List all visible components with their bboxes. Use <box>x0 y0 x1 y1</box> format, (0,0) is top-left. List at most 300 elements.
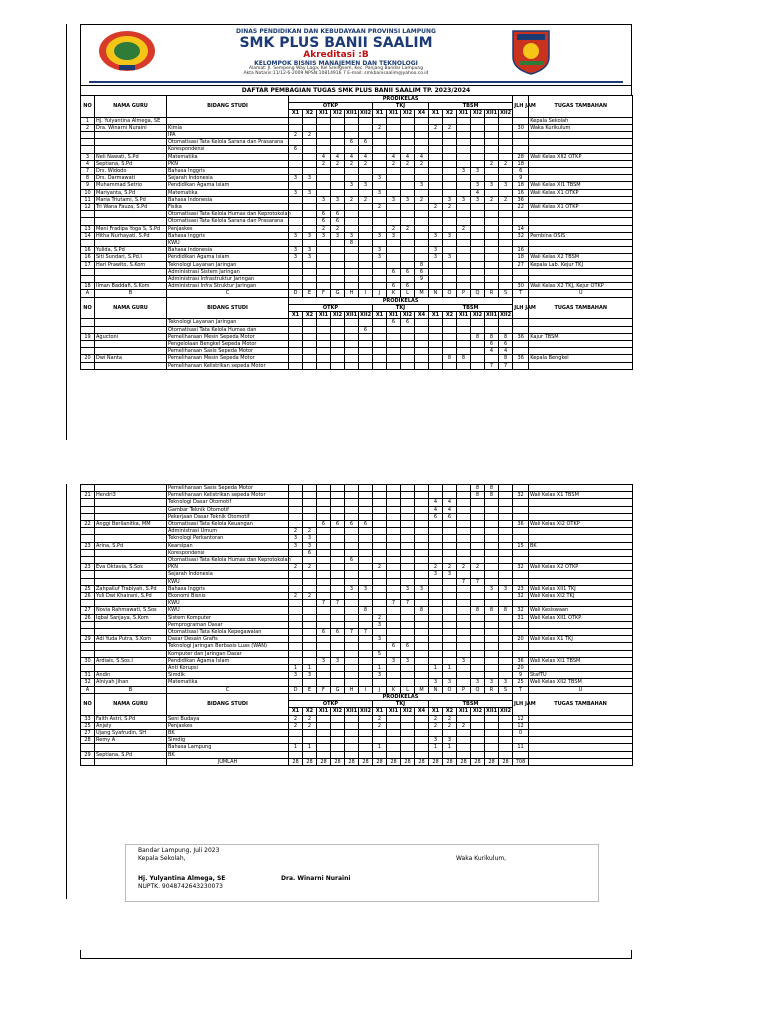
hours-cell <box>401 254 415 261</box>
column-letter: U <box>529 686 633 693</box>
hours-cell <box>401 276 415 283</box>
hours-cell <box>303 204 317 211</box>
total-hours: 32 <box>513 492 529 499</box>
hours-cell <box>345 333 359 340</box>
hours-cell <box>387 751 401 758</box>
column-letter: I <box>359 290 373 297</box>
hours-cell <box>331 117 345 124</box>
hours-cell <box>429 117 443 124</box>
hours-cell <box>415 614 429 621</box>
total-hours: 32 <box>513 607 529 614</box>
col-tkj: TKJ <box>373 304 429 311</box>
extra-duty <box>529 650 633 657</box>
total-hours <box>513 340 529 347</box>
hours-cell <box>401 355 415 362</box>
subject: KWU <box>167 578 289 585</box>
subject: Korespondensi <box>167 549 289 556</box>
row-no: 8 <box>81 175 95 182</box>
hours-cell <box>499 737 513 744</box>
table-row <box>81 672 633 679</box>
hours-cell <box>457 542 471 549</box>
extra-duty <box>529 506 633 513</box>
hours-cell: 3 <box>303 175 317 182</box>
hours-cell <box>443 333 457 340</box>
col-sub: X2 <box>303 110 317 117</box>
hours-cell <box>485 153 499 160</box>
hours-cell: 6 <box>345 139 359 146</box>
row-no: 29 <box>81 751 95 758</box>
hours-cell: 1 <box>289 665 303 672</box>
hours-cell <box>457 261 471 268</box>
extra-duty <box>529 485 633 492</box>
table-row <box>81 621 633 628</box>
table-row <box>81 571 633 578</box>
total-hours: 9 <box>513 672 529 679</box>
hours-cell <box>415 254 429 261</box>
hours-cell <box>457 506 471 513</box>
table-row <box>81 168 633 175</box>
hours-cell <box>317 557 331 564</box>
hours-cell <box>443 557 457 564</box>
table-row <box>81 153 633 160</box>
table-row <box>81 326 633 333</box>
hours-cell <box>485 722 499 729</box>
teacher-name: Yulida, S.Pd <box>95 247 167 254</box>
subject: Pemeliharaan Sasis Sepeda Motor <box>167 485 289 492</box>
row-no: 19 <box>81 333 95 340</box>
hours-cell <box>499 492 513 499</box>
hours-cell: 2 <box>303 528 317 535</box>
hours-cell <box>457 557 471 564</box>
row-no: 4 <box>81 160 95 167</box>
hours-cell: 2 <box>387 160 401 167</box>
total-hours: 9 <box>513 175 529 182</box>
col-sub: XI1 <box>387 110 401 117</box>
hours-cell <box>373 657 387 664</box>
hours-cell <box>331 679 345 686</box>
hours-cell <box>429 621 443 628</box>
hours-cell <box>359 276 373 283</box>
col-sub: XI1 <box>457 708 471 715</box>
subject: Teknologi Layanan Jaringan <box>167 261 289 268</box>
hours-cell <box>317 737 331 744</box>
total-cell: 28 <box>401 758 415 765</box>
hours-cell <box>289 650 303 657</box>
hours-cell <box>443 225 457 232</box>
dinas-title: DINAS PENDIDIKAN DAN KEBUDAYAAN PROVINSI LAMPUNG <box>236 28 436 35</box>
hours-cell <box>359 557 373 564</box>
hours-cell <box>471 240 485 247</box>
hours-cell <box>359 240 373 247</box>
hours-cell <box>457 276 471 283</box>
col-tbsm: TBSM <box>429 701 513 708</box>
hours-cell <box>303 629 317 636</box>
total-hours <box>513 513 529 520</box>
hours-cell: 3 <box>303 189 317 196</box>
hours-cell <box>401 362 415 369</box>
hours-cell <box>415 189 429 196</box>
hours-cell: 3 <box>415 585 429 592</box>
hours-cell <box>457 614 471 621</box>
teacher-name: Maria Triutami, S.Pd <box>95 196 167 203</box>
hours-cell: 3 <box>345 585 359 592</box>
hours-cell <box>443 189 457 196</box>
total-hours <box>513 578 529 585</box>
hours-cell <box>345 657 359 664</box>
hours-cell <box>345 506 359 513</box>
hours-cell <box>345 636 359 643</box>
hours-cell: 1 <box>429 665 443 672</box>
hours-cell <box>317 751 331 758</box>
hours-cell <box>457 254 471 261</box>
teacher-name <box>95 319 167 326</box>
hours-cell <box>359 232 373 239</box>
hours-cell <box>499 571 513 578</box>
subject <box>167 117 289 124</box>
hours-cell <box>415 715 429 722</box>
total-hours: 36 <box>513 333 529 340</box>
hours-cell <box>359 657 373 664</box>
subject: Pendidikan Agama Islam <box>167 182 289 189</box>
hours-cell <box>401 189 415 196</box>
total-cell: 28 <box>373 758 387 765</box>
hours-cell <box>317 715 331 722</box>
table-row <box>81 340 633 347</box>
hours-cell: 2 <box>303 722 317 729</box>
hours-cell: 1 <box>373 665 387 672</box>
hours-cell <box>443 636 457 643</box>
teacher-name <box>95 643 167 650</box>
hours-cell <box>317 585 331 592</box>
hours-cell: 2 <box>443 564 457 571</box>
column-letter: B <box>95 290 167 297</box>
hours-cell <box>401 240 415 247</box>
hours-cell <box>289 196 303 203</box>
hours-cell <box>317 744 331 751</box>
column-letter: E <box>303 686 317 693</box>
hours-cell <box>415 348 429 355</box>
hours-cell: 6 <box>401 283 415 290</box>
col-sub: XI2 <box>471 708 485 715</box>
table-row <box>81 333 633 340</box>
total-hours <box>513 557 529 564</box>
hours-cell <box>457 160 471 167</box>
hours-cell <box>289 614 303 621</box>
hours-cell <box>499 117 513 124</box>
hours-cell <box>457 132 471 139</box>
col-sub: X1 <box>373 708 387 715</box>
table-row <box>81 276 633 283</box>
hours-cell <box>429 355 443 362</box>
column-letter: T <box>513 686 529 693</box>
hours-cell <box>415 485 429 492</box>
hours-cell <box>331 189 345 196</box>
hours-cell <box>373 211 387 218</box>
hours-cell <box>457 240 471 247</box>
hours-cell <box>401 564 415 571</box>
hours-cell <box>429 672 443 679</box>
col-sub: X1 <box>289 312 303 319</box>
row-no: 10 <box>81 189 95 196</box>
hours-cell <box>373 326 387 333</box>
subject: Administrasi Umum <box>167 528 289 535</box>
hours-cell <box>457 175 471 182</box>
hours-cell <box>303 521 317 528</box>
hours-cell <box>303 146 317 153</box>
hours-cell <box>387 535 401 542</box>
row-no <box>81 485 95 492</box>
hours-cell <box>499 542 513 549</box>
hours-cell <box>289 578 303 585</box>
total-cell: 28 <box>499 758 513 765</box>
teacher-name: Yuli Dwi Khairani, S.Pd <box>95 593 167 600</box>
hours-cell <box>471 132 485 139</box>
hours-cell <box>471 117 485 124</box>
teacher-name: Aguctoni <box>95 333 167 340</box>
hours-cell: 2 <box>289 564 303 571</box>
teacher-name: Hari Prawito, S.Kom <box>95 261 167 268</box>
hours-cell <box>499 535 513 542</box>
column-letter: M <box>415 686 429 693</box>
hours-cell <box>303 326 317 333</box>
hours-cell: 8 <box>471 492 485 499</box>
hours-cell <box>499 276 513 283</box>
hours-cell: 3 <box>373 672 387 679</box>
hours-cell <box>289 240 303 247</box>
hours-cell <box>485 261 499 268</box>
hours-cell <box>373 153 387 160</box>
row-no <box>81 665 95 672</box>
extra-duty <box>529 578 633 585</box>
hours-cell <box>401 492 415 499</box>
hours-cell <box>443 175 457 182</box>
total-hours <box>513 506 529 513</box>
table-row <box>81 513 633 520</box>
hours-cell <box>415 744 429 751</box>
hours-cell <box>429 182 443 189</box>
hours-cell <box>345 665 359 672</box>
hours-cell <box>387 182 401 189</box>
hours-cell <box>303 492 317 499</box>
hours-cell <box>289 751 303 758</box>
hours-cell: 3 <box>303 247 317 254</box>
hours-cell <box>443 146 457 153</box>
hours-cell <box>485 657 499 664</box>
total-hours <box>513 326 529 333</box>
hours-cell <box>415 564 429 571</box>
hours-cell: 3 <box>429 679 443 686</box>
table-row <box>81 729 633 736</box>
subject: Penjaskes <box>167 722 289 729</box>
hours-cell <box>345 600 359 607</box>
hours-cell <box>429 362 443 369</box>
hours-cell <box>387 211 401 218</box>
hours-cell <box>415 499 429 506</box>
total-cell: 28 <box>289 758 303 765</box>
hours-cell <box>373 506 387 513</box>
hours-cell <box>457 362 471 369</box>
hours-cell <box>387 175 401 182</box>
hours-cell <box>485 665 499 672</box>
hours-cell <box>429 535 443 542</box>
hours-cell <box>331 578 345 585</box>
hours-cell <box>373 348 387 355</box>
hours-cell <box>443 340 457 347</box>
name-right: Dra. Winarni Nuraini <box>281 875 351 882</box>
subject: Sejarah Indonesia <box>167 175 289 182</box>
hours-cell: 2 <box>303 132 317 139</box>
extra-duty <box>529 160 633 167</box>
subject: Korespondensi <box>167 146 289 153</box>
hours-cell <box>499 672 513 679</box>
hours-cell <box>457 492 471 499</box>
hours-cell <box>485 189 499 196</box>
extra-duty: Wali Kelas XII2 OTKP <box>529 153 633 160</box>
total-hours <box>513 117 529 124</box>
hours-cell <box>317 729 331 736</box>
hours-cell <box>485 240 499 247</box>
hours-cell <box>387 254 401 261</box>
hours-cell: 8 <box>345 240 359 247</box>
table-row <box>81 593 633 600</box>
hours-cell <box>359 204 373 211</box>
row-no <box>81 139 95 146</box>
table-row <box>81 679 633 686</box>
extra-duty <box>529 218 633 225</box>
hours-cell <box>485 751 499 758</box>
total-hours: 0 <box>513 729 529 736</box>
total-hours: 22 <box>513 204 529 211</box>
address: Alamat: Jl. Sempeng Way Laga, Kel Srengsem, Kec. Panjang Bandar Lampung <box>248 66 424 72</box>
hours-cell <box>471 585 485 592</box>
subject: Pengelolaan Bengkel Sepeda Motor <box>167 340 289 347</box>
col-tkj: TKJ <box>373 701 429 708</box>
hours-cell <box>429 629 443 636</box>
hours-cell: 8 <box>499 607 513 614</box>
hours-cell <box>485 168 499 175</box>
total-hours: 27 <box>513 261 529 268</box>
hours-cell <box>401 175 415 182</box>
hours-cell <box>415 340 429 347</box>
total-cell: 28 <box>345 758 359 765</box>
hours-cell <box>485 643 499 650</box>
hours-cell <box>345 268 359 275</box>
hours-cell <box>457 585 471 592</box>
hours-cell: 2 <box>331 225 345 232</box>
hours-cell <box>359 319 373 326</box>
hours-cell <box>331 204 345 211</box>
total-hours: 12 <box>513 722 529 729</box>
column-letter: C <box>167 686 289 693</box>
hours-cell <box>387 549 401 556</box>
hours-cell <box>317 614 331 621</box>
hours-cell <box>387 139 401 146</box>
teacher-name: Arina, S.Pd <box>95 542 167 549</box>
hours-cell <box>471 276 485 283</box>
extra-duty: StafTU <box>529 672 633 679</box>
hours-cell <box>303 319 317 326</box>
column-letter: P <box>457 686 471 693</box>
table-row <box>81 348 633 355</box>
hours-cell <box>387 614 401 621</box>
hours-cell <box>317 268 331 275</box>
hours-cell <box>317 506 331 513</box>
table-row <box>81 254 633 261</box>
hours-cell <box>345 348 359 355</box>
table-row <box>81 528 633 535</box>
hours-cell <box>401 593 415 600</box>
table-row <box>81 542 633 549</box>
table-row <box>81 578 633 585</box>
hours-cell: 6 <box>331 211 345 218</box>
hours-cell <box>387 578 401 585</box>
col-sub: XII2 <box>360 110 372 117</box>
hours-cell <box>373 333 387 340</box>
hours-cell: 3 <box>429 737 443 744</box>
hours-cell <box>359 737 373 744</box>
hours-cell <box>485 225 499 232</box>
extra-duty: Wali Kelas XI1 TBSM <box>529 657 633 664</box>
extra-duty <box>529 340 633 347</box>
hours-cell <box>485 578 499 585</box>
hours-cell <box>317 513 331 520</box>
teacher-name: Ardiais, S.Sos.I <box>95 657 167 664</box>
hours-cell: 7 <box>499 362 513 369</box>
teacher-name: Siti Sundari, S.Pd.I <box>95 254 167 261</box>
teacher-name <box>95 513 167 520</box>
hours-cell <box>443 261 457 268</box>
hours-cell <box>485 744 499 751</box>
hours-cell: 3 <box>289 189 303 196</box>
hours-cell <box>415 326 429 333</box>
hours-cell <box>401 744 415 751</box>
extra-duty <box>529 268 633 275</box>
hours-cell <box>443 672 457 679</box>
hours-cell <box>359 175 373 182</box>
hours-cell <box>415 506 429 513</box>
hours-cell <box>443 643 457 650</box>
hours-cell <box>303 600 317 607</box>
hours-cell <box>317 578 331 585</box>
teacher-name: Ujang Syafrudin, SH <box>95 729 167 736</box>
hours-cell <box>443 492 457 499</box>
hours-cell <box>359 211 373 218</box>
hours-cell <box>485 549 499 556</box>
extra-duty: Waka Kurikulum <box>529 124 633 131</box>
hours-cell <box>345 751 359 758</box>
col-tbsm: TBSM <box>429 103 513 110</box>
header-row <box>81 297 633 304</box>
hours-cell <box>345 247 359 254</box>
hours-cell <box>457 744 471 751</box>
col-sub: XI2 <box>401 312 415 319</box>
total-hours: 18 <box>513 160 529 167</box>
hours-cell: 2 <box>429 564 443 571</box>
col-sub: XII1 <box>346 312 358 319</box>
hours-cell <box>499 153 513 160</box>
column-letter: K <box>387 686 401 693</box>
hours-cell: 3 <box>415 182 429 189</box>
hours-cell <box>457 211 471 218</box>
hours-cell <box>415 650 429 657</box>
table-row <box>81 247 633 254</box>
extra-duty: BK <box>529 542 633 549</box>
teacher-name: Adi Yuda Putra, S.Kom <box>95 636 167 643</box>
hours-cell <box>289 124 303 131</box>
hours-cell: 6 <box>443 513 457 520</box>
hours-cell <box>499 204 513 211</box>
hours-cell <box>443 593 457 600</box>
